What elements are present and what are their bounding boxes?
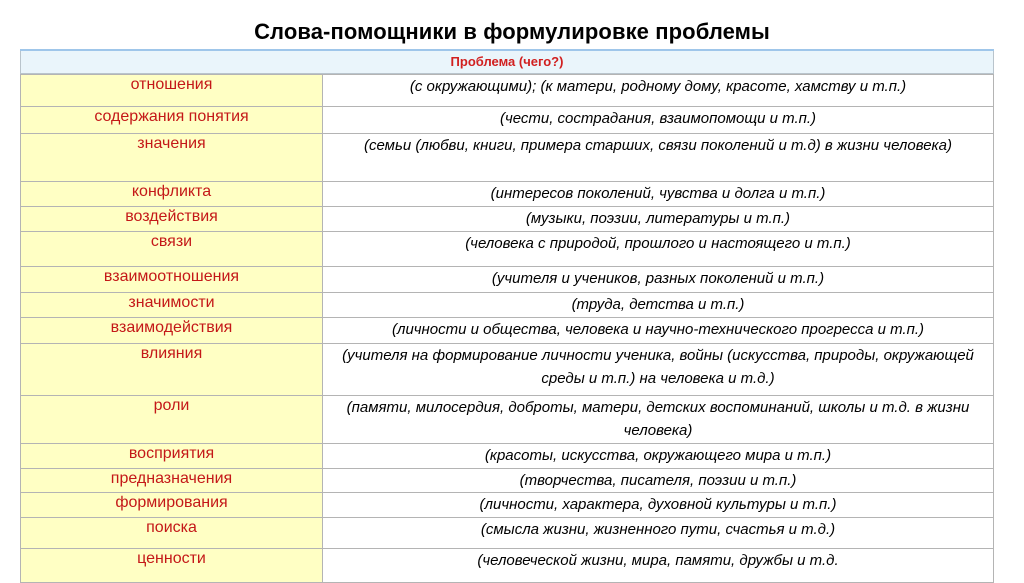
- phrase-cell: (личности, характера, духовной культуры и т.п.): [323, 493, 994, 518]
- table-row: [21, 549, 994, 583]
- term-cell: связи: [21, 232, 323, 267]
- term-cell: восприятия: [21, 444, 323, 469]
- phrase-cell: (труда, детства и т.п.): [323, 293, 994, 318]
- term-cell: отношения: [21, 75, 323, 107]
- table-row: [21, 75, 994, 107]
- term-cell: ценности: [21, 549, 323, 583]
- phrase-cell: (человека с природой, прошлого и настоящего и т.п.): [323, 232, 994, 267]
- page-title: Слова-помощники в формулировке проблемы: [254, 19, 770, 44]
- term-cell: конфликта: [21, 182, 323, 207]
- table-header: Проблема (чего?): [20, 51, 994, 74]
- problem-words-table: [20, 49, 994, 583]
- term-cell: значения: [21, 134, 323, 182]
- table-row: [21, 444, 994, 469]
- table-row: [21, 518, 994, 549]
- term-cell: роли: [21, 396, 323, 444]
- table-row: [21, 182, 994, 207]
- table-body: [20, 74, 994, 583]
- table-row: [21, 493, 994, 518]
- phrase-cell: (человеческой жизни, мира, памяти, дружбы и т.д.: [323, 549, 994, 583]
- term-cell: взаимоотношения: [21, 267, 323, 293]
- term-cell: взаимодействия: [21, 318, 323, 344]
- phrase-cell: (памяти, милосердия, доброты, матери, детских воспоминаний, школы и т.д. в жизни человека): [323, 396, 994, 444]
- table-row: [21, 107, 994, 134]
- phrase-cell: (учителя на формирование личности ученика, войны (искусства, природы, окружающей среды и т.п.) на человека и т.д.): [323, 344, 994, 396]
- phrase-cell: (личности и общества, человека и научно-технического прогресса и т.п.): [323, 318, 994, 344]
- phrase-cell: (с окружающими); (к матери, родному дому, красоте, хамству и т.п.): [323, 75, 994, 107]
- table-row: [21, 207, 994, 232]
- term-cell: предназначения: [21, 469, 323, 493]
- table-row: [21, 318, 994, 344]
- table-row: [21, 344, 994, 396]
- term-cell: воздействия: [21, 207, 323, 232]
- phrase-cell: (красоты, искусства, окружающего мира и т.п.): [323, 444, 994, 469]
- phrase-cell: (чести, сострадания, взаимопомощи и т.п.): [323, 107, 994, 134]
- phrase-cell: (интересов поколений, чувства и долга и т.п.): [323, 182, 994, 207]
- term-cell: формирования: [21, 493, 323, 518]
- phrase-cell: (творчества, писателя, поэзии и т.п.): [323, 469, 994, 493]
- term-cell: поиска: [21, 518, 323, 549]
- term-cell: значимости: [21, 293, 323, 318]
- table-row: [21, 469, 994, 493]
- term-cell: влияния: [21, 344, 323, 396]
- table-row: [21, 396, 994, 444]
- phrase-cell: (смысла жизни, жизненного пути, счастья и т.д.): [323, 518, 994, 549]
- table-row: [21, 267, 994, 293]
- table-row: [21, 134, 994, 182]
- table-row: [21, 293, 994, 318]
- phrase-cell: (учителя и учеников, разных поколений и т.п.): [323, 267, 994, 293]
- term-cell: содержания понятия: [21, 107, 323, 134]
- table-row: [21, 232, 994, 267]
- phrase-cell: (семьи (любви, книги, примера старших, связи поколений и т.д) в жизни человека): [323, 134, 994, 182]
- phrase-cell: (музыки, поэзии, литературы и т.п.): [323, 207, 994, 232]
